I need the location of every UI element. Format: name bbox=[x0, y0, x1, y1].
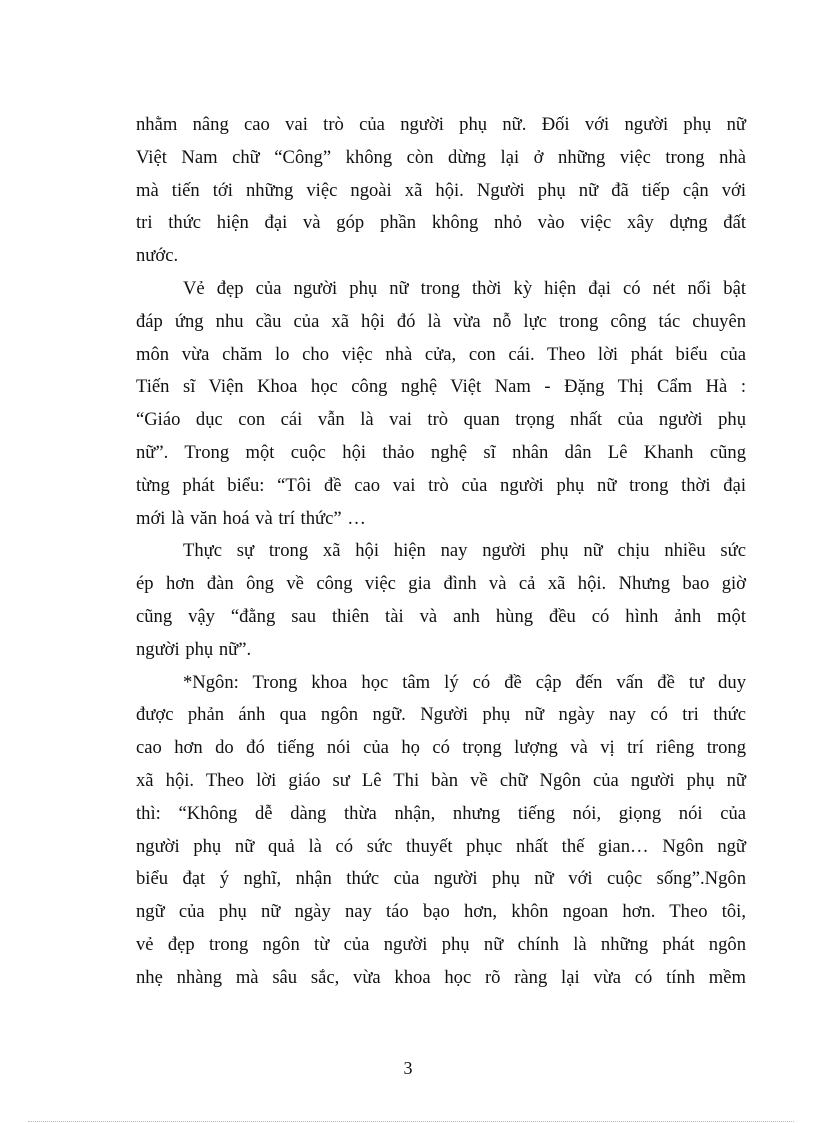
paragraph-first-line: Thực sự trong xã hội hiện nay người phụ nữ chịu nhiều sức bbox=[183, 540, 746, 562]
text-line: nhẹ nhàng mà sâu sắc, vừa khoa học rõ ràng lại vừa có tính mềm bbox=[136, 966, 746, 988]
text-line: Tiến sĩ Viện Khoa học công nghệ Việt Nam - Đặng Thị Cẩm Hà : bbox=[136, 376, 746, 398]
paragraph-first-line: *Ngôn: Trong khoa học tâm lý có đề cập đến vấn đề tư duy bbox=[183, 671, 746, 693]
text-line: Việt Nam chữ “Công” không còn dừng lại ở những việc trong nhà bbox=[136, 146, 746, 168]
text-line: được phản ánh qua ngôn ngữ. Người phụ nữ ngày nay có tri thức bbox=[136, 704, 746, 726]
text-line: vẻ đẹp trong ngôn từ của người phụ nữ chính là những phát ngôn bbox=[136, 933, 746, 955]
footer-divider bbox=[28, 1121, 794, 1122]
text-line: xã hội. Theo lời giáo sư Lê Thi bàn về chữ Ngôn của người phụ nữ bbox=[136, 769, 746, 791]
text-line: nhằm nâng cao vai trò của người phụ nữ. Đối với người phụ nữ bbox=[136, 114, 746, 135]
text-line: ngữ của phụ nữ ngày nay táo bạo hơn, khôn ngoan hơn. Theo tôi, bbox=[136, 901, 746, 923]
text-line: từng phát biểu: “Tôi đề cao vai trò của người phụ nữ trong thời đại bbox=[136, 474, 746, 496]
text-line: môn vừa chăm lo cho việc nhà cửa, con cái. Theo lời phát biểu của bbox=[136, 343, 746, 365]
text-line: biểu đạt ý nghĩ, nhận thức của người phụ nữ với cuộc sống”.Ngôn bbox=[136, 868, 746, 890]
page-number: 3 bbox=[403, 1058, 413, 1078]
text-line: đáp ứng nhu cầu của xã hội đó là vừa nỗ lực trong công tác chuyên bbox=[136, 310, 746, 332]
text-line: cũng vậy “đằng sau thiên tài và anh hùng đều có hình ảnh một bbox=[136, 605, 746, 627]
text-line: ép hơn đàn ông về công việc gia đình và cả xã hội. Nhưng bao giờ bbox=[136, 573, 746, 595]
text-line: mới là văn hoá và trí thức” … bbox=[136, 507, 366, 529]
body-text bbox=[136, 109, 746, 995]
text-line: “Giáo dục con cái vẫn là vai trò quan trọng nhất của người phụ bbox=[136, 409, 746, 431]
text-line: người phụ nữ quả là có sức thuyết phục nhất thế gian… Ngôn ngữ bbox=[136, 835, 746, 857]
text-line: thì: “Không dễ dàng thừa nhận, nhưng tiếng nói, giọng nói của bbox=[136, 802, 746, 824]
text-line: nữ”. Trong một cuộc hội thảo nghệ sĩ nhân dân Lê Khanh cũng bbox=[136, 441, 746, 463]
paragraph-first-line: Vẻ đẹp của người phụ nữ trong thời kỳ hiện đại có nét nổi bật bbox=[183, 277, 746, 299]
text-line: cao hơn do đó tiếng nói của họ có trọng lượng và vị trí riêng trong bbox=[136, 737, 746, 759]
text-line: tri thức hiện đại và góp phần không nhỏ vào việc xây dựng đất bbox=[136, 212, 746, 234]
text-line: mà tiến tới những việc ngoài xã hội. Người phụ nữ đã tiếp cận với bbox=[136, 179, 746, 201]
text-line: nước. bbox=[136, 245, 179, 267]
text-line: người phụ nữ”. bbox=[136, 638, 252, 660]
